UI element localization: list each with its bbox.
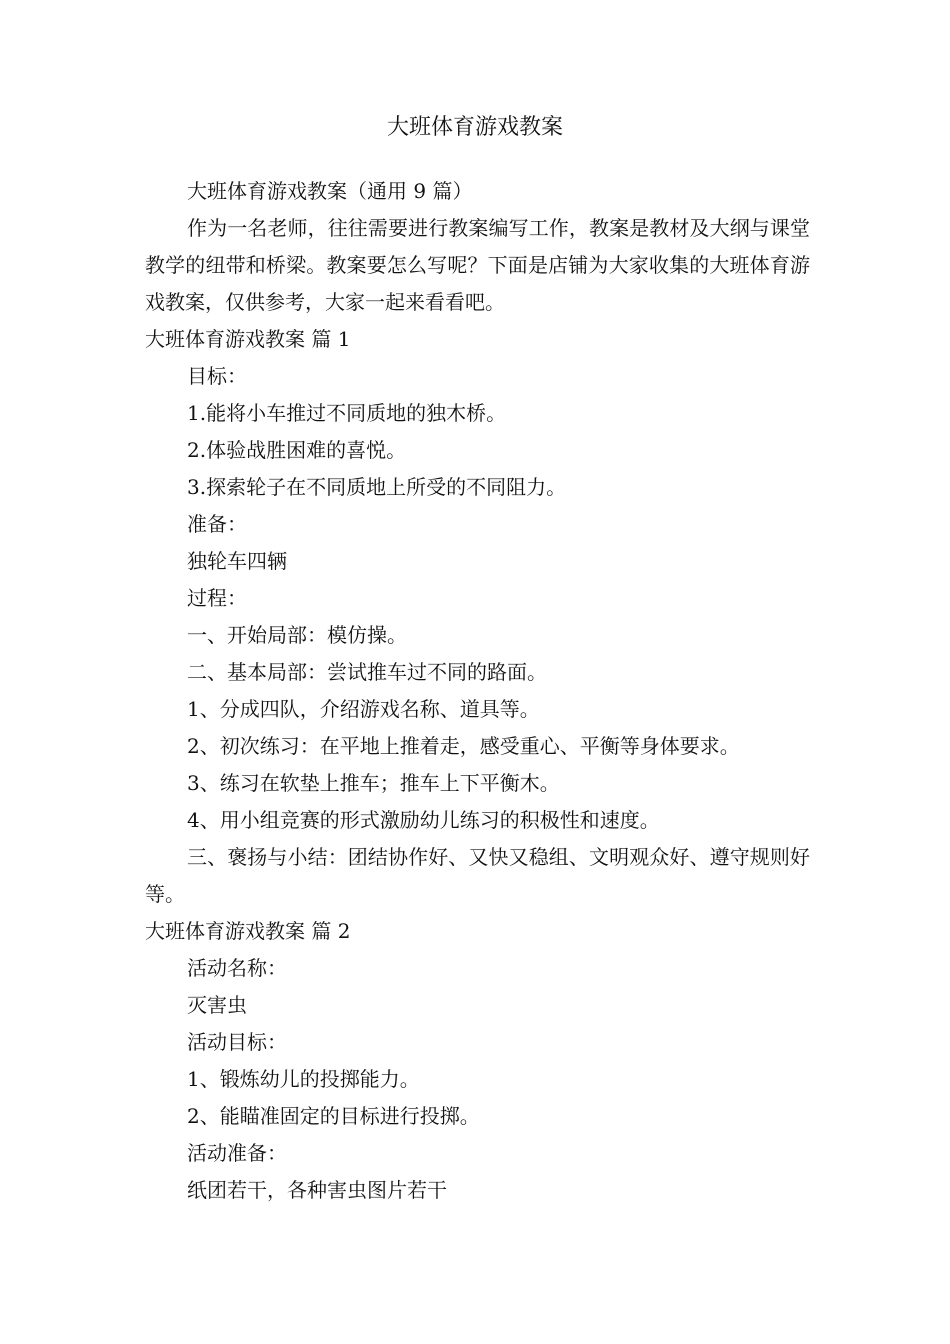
process-step: 2、初次练习：在平地上推着走，感受重心、平衡等身体要求。 bbox=[187, 734, 740, 758]
process-step: 1、分成四队，介绍游戏名称、道具等。 bbox=[187, 697, 540, 721]
document-body bbox=[145, 173, 810, 1209]
goal-item: 1.能将小车推过不同质地的独木桥。 bbox=[187, 401, 507, 425]
activity-prep-label: 活动准备： bbox=[187, 1141, 287, 1165]
activity-name: 灭害虫 bbox=[187, 993, 247, 1017]
activity-name-label: 活动名称： bbox=[187, 956, 287, 980]
process-step: 3、练习在软垫上推车；推车上下平衡木。 bbox=[187, 771, 560, 795]
section-heading-1: 大班体育游戏教案 篇 1 bbox=[145, 327, 351, 351]
goal-item: 3.探索轮子在不同质地上所受的不同阻力。 bbox=[187, 475, 567, 499]
prep-label: 准备： bbox=[187, 512, 247, 536]
document-subtitle: 大班体育游戏教案（通用 9 篇） bbox=[187, 179, 473, 203]
process-step: 4、用小组竞赛的形式激励幼儿练习的积极性和速度。 bbox=[187, 808, 660, 832]
activity-prep-text: 纸团若干，各种害虫图片若干 bbox=[187, 1178, 447, 1202]
process-step: 二、基本局部：尝试推车过不同的路面。 bbox=[187, 660, 547, 684]
section-heading-2: 大班体育游戏教案 篇 2 bbox=[145, 919, 351, 943]
document-title: 大班体育游戏教案 bbox=[386, 115, 563, 140]
prep-text: 独轮车四辆 bbox=[187, 549, 287, 573]
intro-paragraph: 作为一名老师，往往需要进行教案编写工作，教案是教材及大纲与课堂教学的纽带和桥梁。教案要怎么写呢？下面是店铺为大家收集的大班体育游戏教案，仅供参考，大家一起来看看吧。 bbox=[145, 216, 810, 314]
activity-goal-item: 1、锻炼幼儿的投掷能力。 bbox=[187, 1067, 420, 1091]
process-step: 一、开始局部：模仿操。 bbox=[187, 623, 407, 647]
goal-label: 目标： bbox=[187, 364, 247, 388]
goal-item: 2.体验战胜困难的喜悦。 bbox=[187, 438, 407, 462]
activity-goal-label: 活动目标： bbox=[187, 1030, 287, 1054]
process-label: 过程： bbox=[187, 586, 247, 610]
summary-paragraph: 三、褒扬与小结：团结协作好、又快又稳组、文明观众好、遵守规则好等。 bbox=[145, 845, 810, 906]
activity-goal-item: 2、能瞄准固定的目标进行投掷。 bbox=[187, 1104, 480, 1128]
